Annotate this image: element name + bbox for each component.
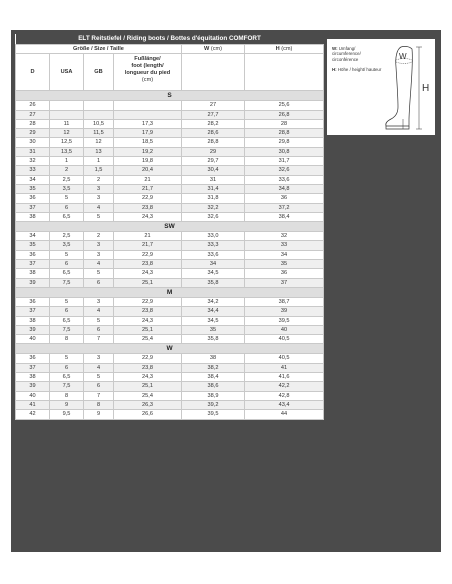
size-table [15,34,324,420]
cell-usa: 6,5 [50,316,84,325]
table-row [16,232,324,241]
table-row [16,175,324,184]
cell-gb [84,110,114,119]
cell-usa [50,101,84,110]
w-header-blank [182,54,245,91]
cell-foot: 19,2 [114,147,182,156]
cell-d: 38 [16,373,50,382]
cell-gb: 10,5 [84,119,114,128]
cell-usa: 2 [50,166,84,175]
section-header-row [16,287,324,297]
cell-d: 29 [16,129,50,138]
cell-d: 41 [16,400,50,409]
cell-w: 27,7 [182,110,245,119]
cell-d: 40 [16,391,50,400]
cell-d: 35 [16,184,50,193]
cell-w: 34 [182,260,245,269]
cell-w: 31,8 [182,194,245,203]
cell-gb: 5 [84,269,114,278]
cell-foot: 21,7 [114,184,182,193]
table-row [16,400,324,409]
table-row [16,297,324,306]
cell-gb: 11,5 [84,129,114,138]
cell-gb: 6 [84,325,114,334]
header-row-2 [16,54,324,91]
cell-usa: 5 [50,354,84,363]
cell-foot: 24,3 [114,373,182,382]
cell-h: 42,2 [245,382,324,391]
cell-usa: 6 [50,307,84,316]
cell-usa: 9 [50,400,84,409]
cell-gb: 3 [84,194,114,203]
cell-usa: 12 [50,129,84,138]
cell-foot: 17,3 [114,119,182,128]
cell-foot: 25,1 [114,325,182,334]
cell-d: 27 [16,110,50,119]
cell-h: 32,6 [245,166,324,175]
cell-usa: 2,5 [50,232,84,241]
cell-d: 36 [16,354,50,363]
table-row [16,410,324,419]
table-row [16,391,324,400]
h-header-blank [245,54,324,91]
cell-d: 38 [16,269,50,278]
cell-gb: 3 [84,241,114,250]
w-header: W (cm) [182,45,245,54]
cell-gb: 3 [84,297,114,306]
cell-d: 33 [16,166,50,175]
diagram-h-label: H [422,83,430,94]
legend-w-text: W: Umfang/ circumference/ circonférence [332,46,361,62]
table-row [16,194,324,203]
cell-w: 31 [182,175,245,184]
cell-w: 34,5 [182,316,245,325]
cell-w: 39,5 [182,410,245,419]
cell-h: 33,6 [245,175,324,184]
cell-foot: 22,9 [114,354,182,363]
cell-d: 39 [16,382,50,391]
table-row [16,316,324,325]
cell-w: 33,0 [182,232,245,241]
cell-gb: 4 [84,260,114,269]
cell-gb: 4 [84,203,114,212]
table-row [16,184,324,193]
header-row-1 [16,45,324,54]
cell-d: 34 [16,232,50,241]
table-row [16,166,324,175]
cell-w: 39,2 [182,400,245,409]
cell-foot [114,110,182,119]
cell-h: 37 [245,278,324,287]
cell-d: 37 [16,203,50,212]
cell-gb: 1 [84,157,114,166]
cell-gb: 13 [84,147,114,156]
cell-usa: 5 [50,250,84,259]
size-chart-card [11,30,441,552]
cell-w: 34,5 [182,269,245,278]
cell-d: 39 [16,325,50,334]
cell-usa: 2,5 [50,175,84,184]
section-label: M [16,287,324,297]
cell-w: 28,8 [182,138,245,147]
cell-d: 26 [16,101,50,110]
table-row [16,157,324,166]
cell-h: 34 [245,250,324,259]
cell-gb: 5 [84,212,114,221]
cell-h: 38,4 [245,212,324,221]
table-title: ELT Reitstiefel / Riding boots / Bottes d'équitation COMFORT [16,34,324,45]
cell-h: 41,6 [245,373,324,382]
cell-foot: 17,9 [114,129,182,138]
cell-foot: 23,8 [114,203,182,212]
table-row [16,241,324,250]
cell-usa: 7,5 [50,325,84,334]
cell-gb: 3 [84,354,114,363]
cell-w: 28,2 [182,119,245,128]
cell-d: 42 [16,410,50,419]
cell-foot: 25,1 [114,382,182,391]
section-header-row [16,344,324,354]
cell-d: 31 [16,147,50,156]
cell-h: 31,7 [245,157,324,166]
table-row [16,269,324,278]
cell-foot: 25,1 [114,278,182,287]
cell-usa: 6 [50,363,84,372]
table-row [16,260,324,269]
cell-usa: 7,5 [50,382,84,391]
cell-d: 32 [16,157,50,166]
table-row [16,203,324,212]
cell-gb: 7 [84,391,114,400]
cell-usa: 8 [50,391,84,400]
cell-w: 32,6 [182,212,245,221]
cell-h: 35 [245,260,324,269]
diagram-w-label: W [399,52,407,61]
cell-gb: 9 [84,410,114,419]
cell-foot: 23,8 [114,363,182,372]
cell-d: 38 [16,316,50,325]
cell-d: 37 [16,363,50,372]
section-header-row [16,91,324,101]
cell-w: 38,6 [182,382,245,391]
section-label: S [16,91,324,101]
cell-w: 35,8 [182,278,245,287]
table-row [16,382,324,391]
cell-h: 40,5 [245,335,324,344]
cell-gb: 8 [84,400,114,409]
cell-gb: 2 [84,175,114,184]
cell-usa: 3,5 [50,184,84,193]
cell-usa: 12,5 [50,138,84,147]
cell-h: 28,8 [245,129,324,138]
cell-d: 28 [16,119,50,128]
table-row [16,110,324,119]
table-row [16,325,324,334]
cell-foot: 25,4 [114,335,182,344]
cell-gb: 3 [84,250,114,259]
cell-usa: 6 [50,203,84,212]
cell-d: 30 [16,138,50,147]
cell-h: 40,5 [245,354,324,363]
cell-w: 33,6 [182,250,245,259]
cell-foot: 22,9 [114,297,182,306]
h-header: H (cm) [245,45,324,54]
cell-h: 34,8 [245,184,324,193]
cell-d: 38 [16,212,50,221]
size-table-wrap [15,34,323,420]
section-label: SW [16,222,324,232]
cell-usa: 6,5 [50,373,84,382]
cell-foot: 26,6 [114,410,182,419]
cell-w: 38,9 [182,391,245,400]
cell-gb: 2 [84,232,114,241]
cell-foot: 26,3 [114,400,182,409]
cell-usa: 3,5 [50,241,84,250]
cell-w: 38 [182,354,245,363]
cell-h: 37,2 [245,203,324,212]
cell-gb: 7 [84,335,114,344]
cell-gb [84,101,114,110]
cell-foot: 22,9 [114,194,182,203]
cell-usa: 8 [50,335,84,344]
cell-w: 32,2 [182,203,245,212]
cell-gb: 5 [84,316,114,325]
cell-h: 43,4 [245,400,324,409]
cell-h: 28 [245,119,324,128]
cell-h: 39 [245,307,324,316]
cell-d: 36 [16,250,50,259]
table-row [16,363,324,372]
table-row [16,147,324,156]
cell-h: 36 [245,269,324,278]
cell-usa: 5 [50,194,84,203]
cell-foot: 24,3 [114,269,182,278]
section-label: W [16,344,324,354]
cell-gb: 1,5 [84,166,114,175]
cell-usa: 5 [50,297,84,306]
table-row [16,335,324,344]
table-row [16,354,324,363]
cell-w: 29,7 [182,157,245,166]
cell-usa: 6,5 [50,269,84,278]
size-group-header: Größe / Size / Taille [16,45,182,54]
cell-w: 35,8 [182,335,245,344]
legend-h-text: H: Höhe / height/ hauteur [332,67,382,72]
table-row [16,129,324,138]
cell-foot: 22,9 [114,250,182,259]
cell-usa [50,110,84,119]
cell-gb: 4 [84,363,114,372]
cell-d: 36 [16,194,50,203]
table-row [16,101,324,110]
cell-foot: 23,8 [114,307,182,316]
cell-gb: 6 [84,278,114,287]
cell-h: 40 [245,325,324,334]
cell-d: 37 [16,260,50,269]
cell-h: 26,8 [245,110,324,119]
cell-w: 30,4 [182,166,245,175]
cell-h: 32 [245,232,324,241]
cell-usa: 7,5 [50,278,84,287]
cell-gb: 3 [84,184,114,193]
cell-h: 41 [245,363,324,372]
cell-h: 38,7 [245,297,324,306]
boot-diagram-icon [379,43,433,133]
cell-d: 34 [16,175,50,184]
section-header-row [16,222,324,232]
cell-h: 36 [245,194,324,203]
cell-usa: 13,5 [50,147,84,156]
cell-foot: 25,4 [114,391,182,400]
cell-w: 34,2 [182,297,245,306]
cell-gb: 4 [84,307,114,316]
table-row [16,138,324,147]
cell-w: 35 [182,325,245,334]
foot-length-header: Fußlänge/ foot (length/ longueur du pied (cm) [114,54,182,91]
cell-foot: 24,3 [114,212,182,221]
cell-h: 33 [245,241,324,250]
cell-gb: 5 [84,373,114,382]
cell-w: 27 [182,101,245,110]
cell-w: 29 [182,147,245,156]
cell-h: 29,8 [245,138,324,147]
cell-h: 30,8 [245,147,324,156]
d-header: D [16,54,50,91]
cell-foot: 24,3 [114,316,182,325]
cell-w: 38,4 [182,373,245,382]
cell-w: 31,4 [182,184,245,193]
cell-foot: 23,8 [114,260,182,269]
cell-usa: 11 [50,119,84,128]
cell-foot: 19,8 [114,157,182,166]
cell-foot: 21 [114,175,182,184]
cell-foot [114,101,182,110]
cell-h: 44 [245,410,324,419]
cell-usa: 9,5 [50,410,84,419]
cell-h: 42,8 [245,391,324,400]
cell-usa: 1 [50,157,84,166]
table-row [16,119,324,128]
cell-d: 36 [16,297,50,306]
cell-gb: 6 [84,382,114,391]
table-row [16,278,324,287]
cell-d: 35 [16,241,50,250]
cell-d: 37 [16,307,50,316]
table-title-row [16,34,324,45]
cell-foot: 21,7 [114,241,182,250]
table-row [16,250,324,259]
table-row [16,373,324,382]
cell-w: 28,6 [182,129,245,138]
cell-foot: 18,5 [114,138,182,147]
cell-foot: 21 [114,232,182,241]
cell-d: 39 [16,278,50,287]
cell-usa: 6,5 [50,212,84,221]
cell-gb: 12 [84,138,114,147]
usa-header: USA [50,54,84,91]
cell-d: 40 [16,335,50,344]
table-row [16,212,324,221]
cell-h: 25,6 [245,101,324,110]
cell-w: 33,3 [182,241,245,250]
cell-w: 34,4 [182,307,245,316]
cell-foot: 20,4 [114,166,182,175]
measurement-legend [327,39,435,135]
cell-usa: 6 [50,260,84,269]
gb-header: GB [84,54,114,91]
table-row [16,307,324,316]
cell-h: 39,5 [245,316,324,325]
cell-w: 38,2 [182,363,245,372]
